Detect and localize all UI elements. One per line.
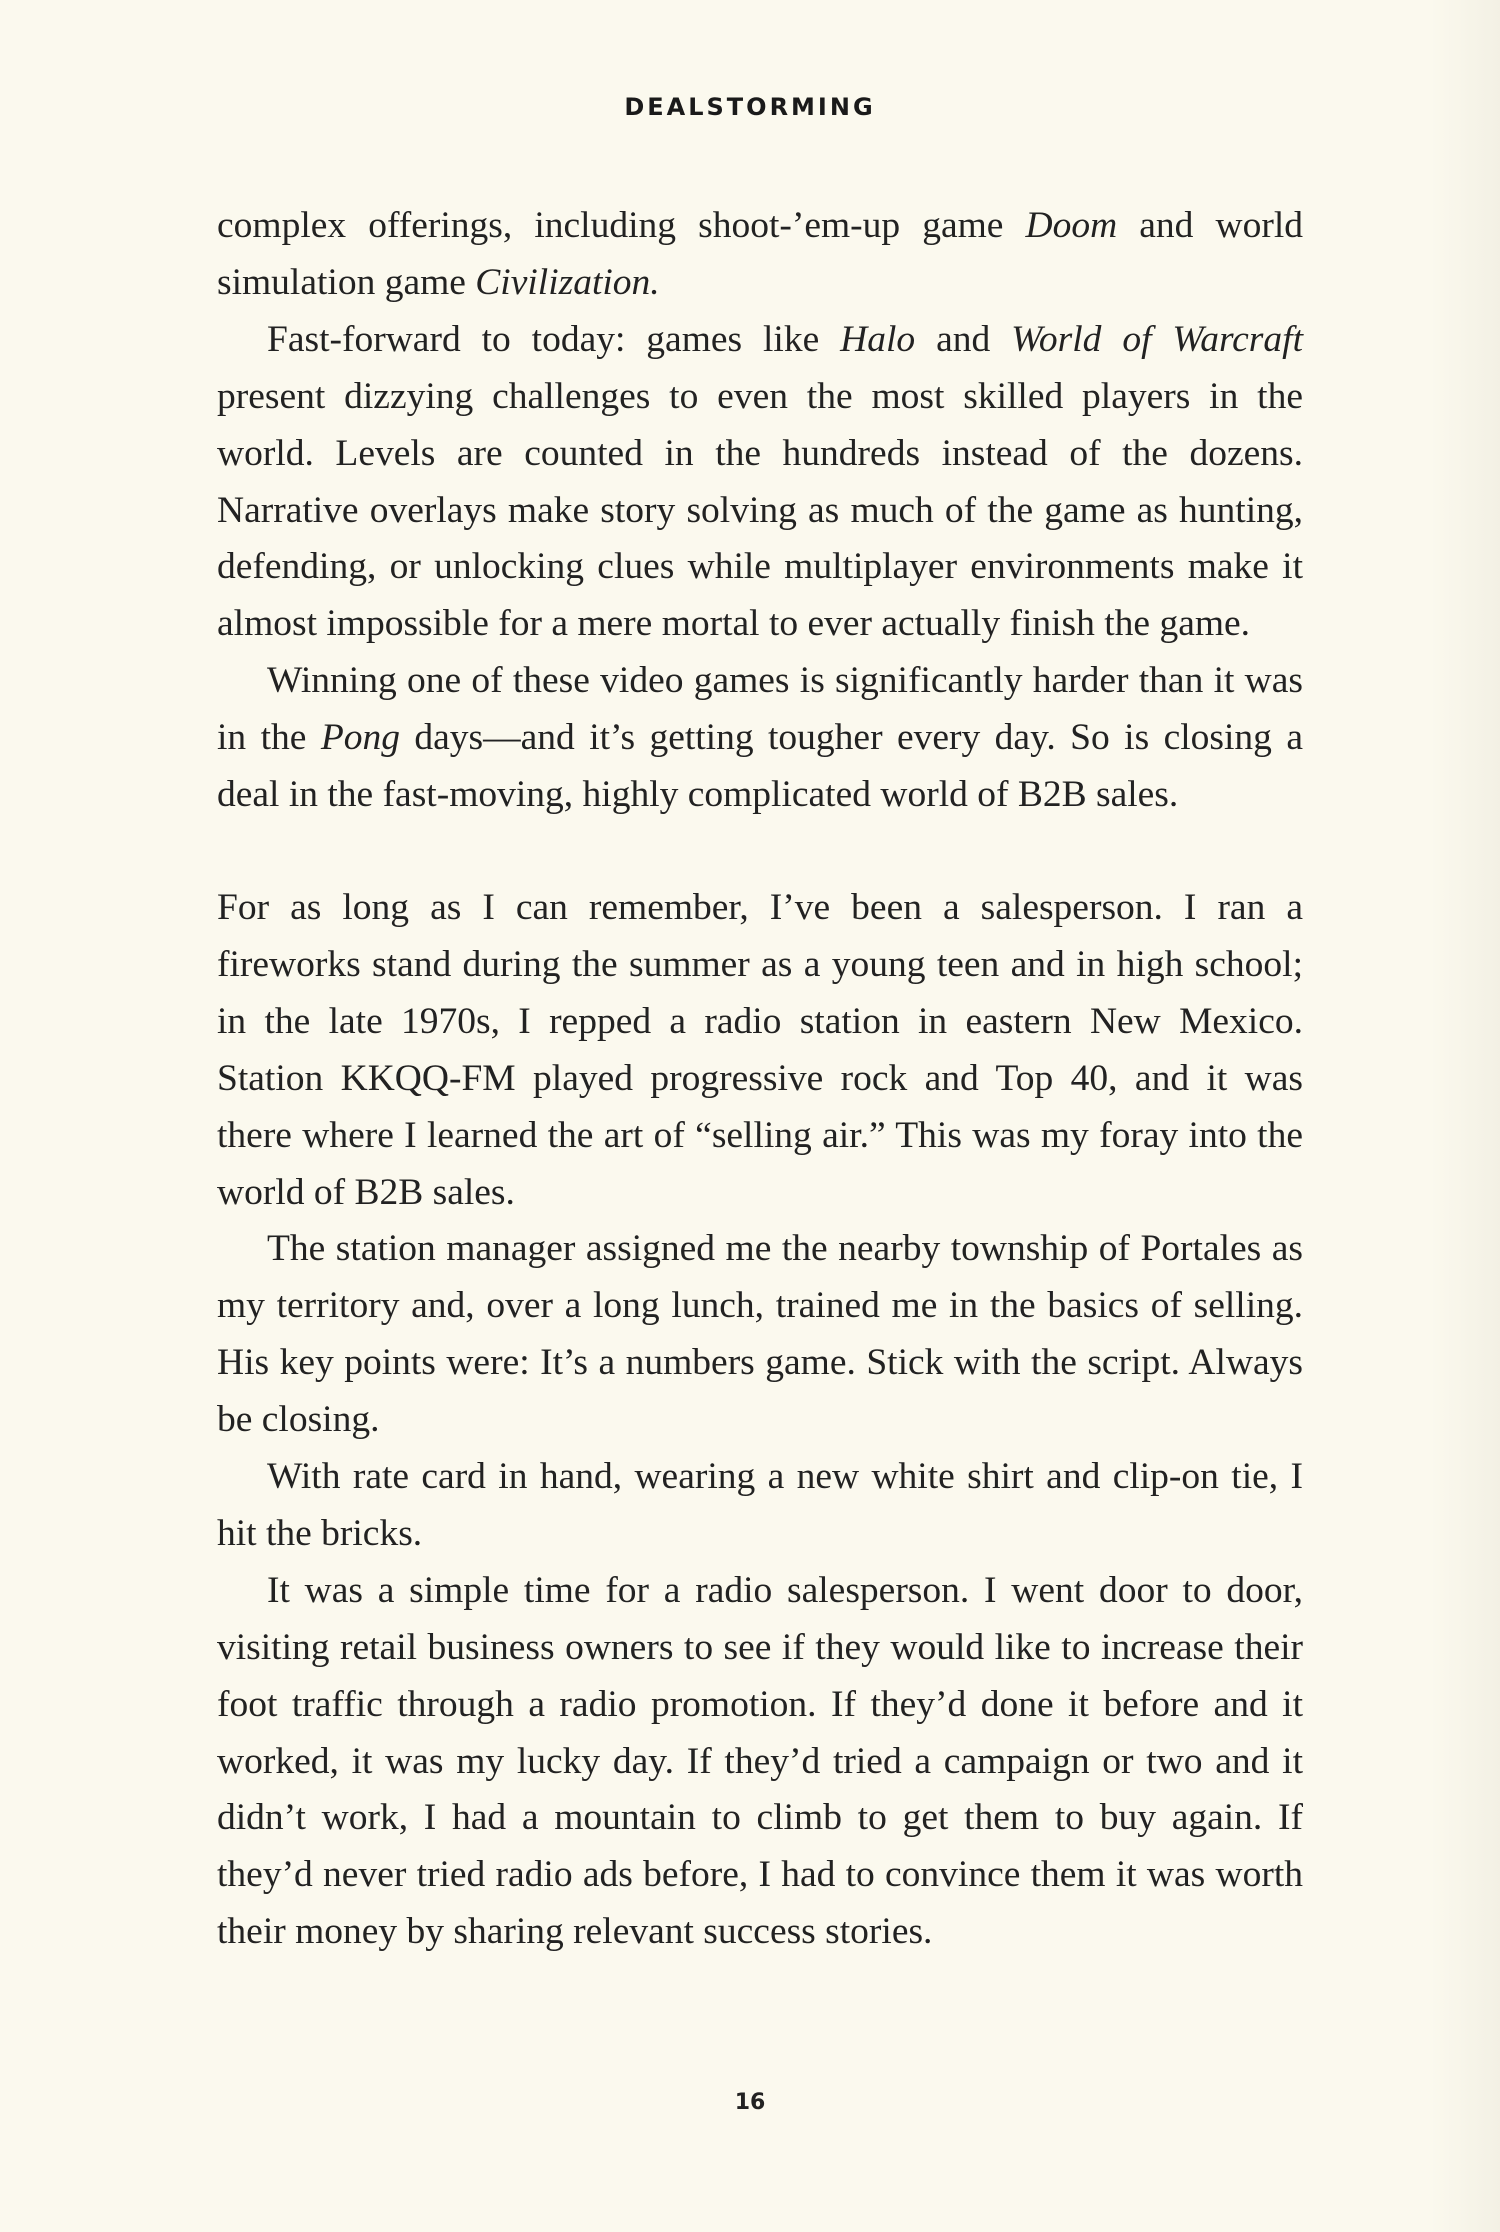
paragraph-p1 [217, 198, 1303, 312]
page-edge-shading [1430, 0, 1500, 2232]
text-span: present dizzying challenges to even the most skilled players in the world. Levels are counted in the hundreds instead of the dozens. Narrative overlays make story solving as much of the game as hunting, defending, or unlocking clues while multiplayer environments make it almost impossible for a mere mortal to ever actually finish the game. [217, 375, 1303, 645]
paragraph-p5 [217, 1221, 1303, 1449]
text-span: Fast-forward to today: games like [267, 318, 841, 360]
running-head: DEALSTORMING [624, 93, 876, 121]
body-text [217, 198, 1303, 1961]
text-span: complex offerings, including shoot-’em-up game [217, 205, 1026, 246]
italic-title: World of Warcraft [1011, 318, 1303, 360]
italic-title: Civilization. [475, 261, 660, 303]
text-span: Winning one of these video games is significantly harder than it was in the [217, 660, 1303, 759]
page-number: 16 [734, 2090, 766, 2115]
paragraph-p4 [217, 880, 1303, 1221]
text-span: days—and it’s getting tougher every day. So is closing a deal in the fast-moving, highly complicated world of B2B sales. [217, 717, 1303, 816]
italic-title: Doom [1025, 205, 1118, 246]
text-span: With rate card in hand, wearing a new white shirt and clip-on tie, I hit the bricks. [217, 1456, 1303, 1554]
text-span: For as long as I can remember, I’ve been a salesperson. I ran a fireworks stand during the summer as a young teen and in high school; in the late 1970s, I repped a radio station in eastern New Mexico. Station KKQQ-FM played progressive rock and Top 40, and it was there where I learned the art of “selling air.” This was my foray into the world of B2B sales. [217, 886, 1303, 1213]
italic-title: Pong [320, 717, 400, 759]
text-span: The station manager assigned me the nearby township of Portales as my territory and, over a long lunch, trained me in the basics of selling. His key points were: It’s a numbers game. Stick with the script. Always be closing. [217, 1228, 1303, 1441]
paragraph-p6 [217, 1449, 1303, 1563]
paragraph-p7 [217, 1563, 1303, 1961]
text-span: and [915, 318, 1012, 360]
italic-title: Halo [840, 318, 916, 360]
paragraph-p3 [217, 653, 1303, 824]
paragraph-p2 [217, 312, 1303, 653]
text-span: and world simulation game [217, 205, 1303, 303]
text-span: It was a simple time for a radio salesperson. I went door to door, visiting retail business owners to see if they would like to increase their foot traffic through a radio promotion. If they’d done it before and it worked, it was my lucky day. If they’d tried a campaign or two and it didn’t work, I had a mountain to climb to get them to buy again. If they’d never tried radio ads before, I had to convince them it was worth their money by sharing relevant success stories. [217, 1569, 1303, 1953]
